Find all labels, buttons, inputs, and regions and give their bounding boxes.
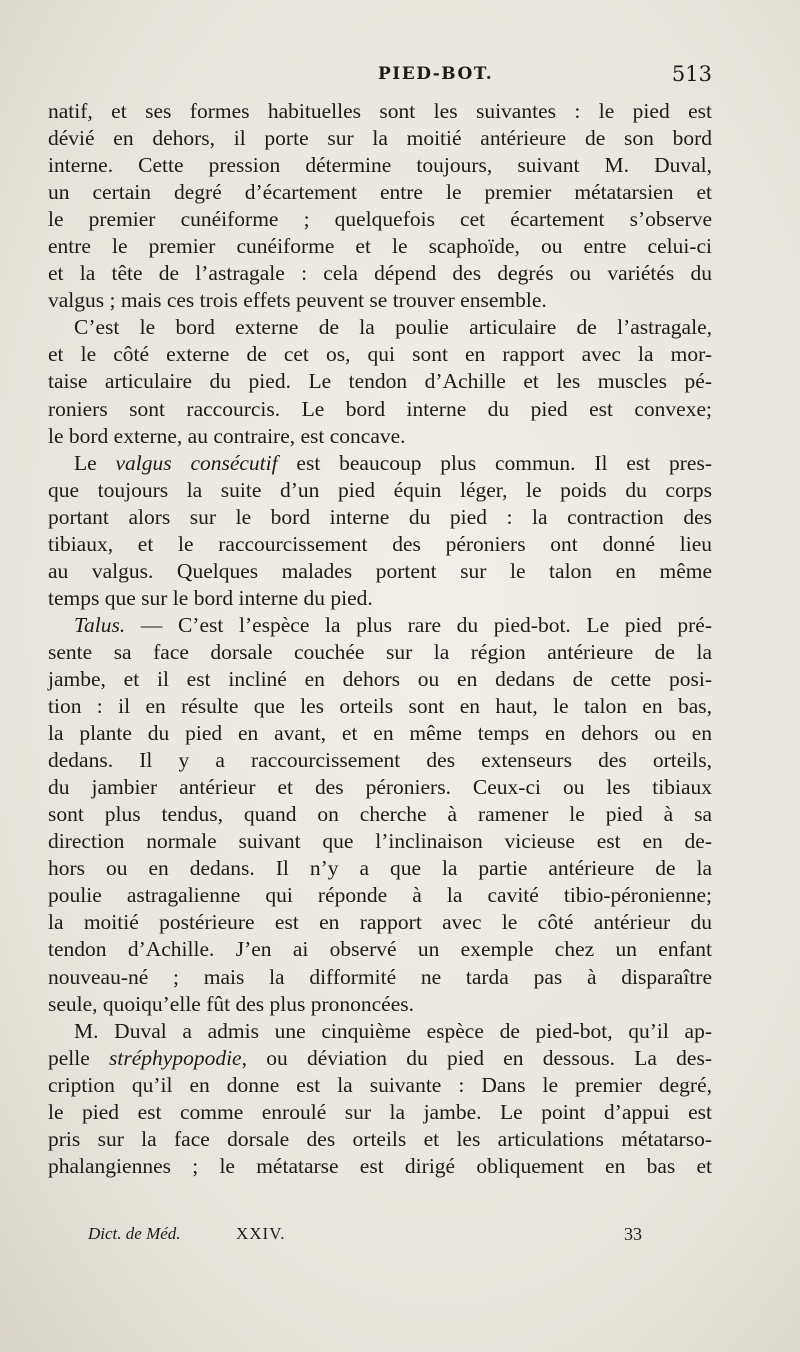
text-line: la plante du pied en avant, et en même temps en dehors ou en <box>48 721 712 746</box>
text-line: taise articulaire du pied. Le tendon d’Achille et les muscles pé- <box>48 369 712 394</box>
text-line: poulie astragalienne qui réponde à la cavité tibio-péronienne; <box>48 883 712 908</box>
paragraph <box>48 1018 712 1180</box>
signature-left: Dict. de Méd. <box>88 1224 181 1243</box>
text-line: natif, et ses formes habituelles sont les suivantes : le pied est <box>48 99 712 123</box>
text-line: valgus ; mais ces trois effets peuvent se trouver ensemble. <box>48 288 547 313</box>
paragraph <box>48 98 712 314</box>
text-line: C’est le bord externe de la poulie articulaire de l’astragale, <box>74 315 712 340</box>
text-line: tibiaux, et le raccourcissement des péroniers ont donné lieu <box>48 531 712 556</box>
running-title: PIED-BOT. <box>378 64 494 84</box>
text-line: entre le premier cunéiforme et le scaphoïde, ou entre celui-ci <box>48 234 712 259</box>
page-number: 513 <box>671 62 712 86</box>
text-line: seule, quoiqu’elle fût des plus prononcées. <box>48 991 415 1016</box>
text-line: la moitié postérieure est en rapport avec le côté antérieur du <box>48 910 712 935</box>
text-line: pris sur la face dorsale des orteils et les articulations métatarso- <box>48 1126 712 1151</box>
text-line: direction normale suivant que l’inclinaison vicieuse est en de- <box>48 829 712 854</box>
text-line: sont plus tendus, quand on cherche à ramener le pied à sa <box>48 802 712 827</box>
signature-number: 33 <box>624 1224 642 1244</box>
text-line: portant alors sur le bord interne du pied : la contraction des <box>48 504 712 529</box>
text-line: roniers sont raccourcis. Le bord interne du pied est convexe; <box>48 396 712 421</box>
text-line: tion : il en résulte que les orteils sont en haut, le talon en bas, <box>48 694 712 719</box>
text-line: phalangiennes ; le métatarse est dirigé obliquement en bas et <box>48 1153 712 1178</box>
page-footer <box>48 1224 712 1250</box>
volume-number: XXIV. <box>236 1224 286 1243</box>
text-line: du jambier antérieur et des péroniers. Ceux-ci ou les tibiaux <box>48 775 712 800</box>
text-line: Talus. — C’est l’espèce la plus rare du pied-bot. Le pied pré- <box>74 612 712 637</box>
text-line: dévié en dehors, il porte sur la moitié antérieure de son bord <box>48 126 712 151</box>
text-line: interne. Cette pression détermine toujours, suivant M. Duval, <box>48 153 712 178</box>
text-line: Le valgus consécutif est beaucoup plus commun. Il est pres- <box>74 450 712 475</box>
body-text <box>48 98 712 1180</box>
text-line: cription qu’il en donne est la suivante : Dans le premier degré, <box>48 1072 712 1097</box>
paragraph <box>48 612 712 1018</box>
page-header <box>48 64 712 94</box>
text-line: au valgus. Quelques malades portent sur le talon en même <box>48 558 712 583</box>
text-line: le bord externe, au contraire, est concave. <box>48 423 406 448</box>
paragraph <box>48 314 712 449</box>
text-line: que toujours la suite d’un pied équin léger, le poids du corps <box>48 477 712 502</box>
paragraph <box>48 450 712 612</box>
text-line: dedans. Il y a raccourcissement des extenseurs des orteils, <box>48 748 712 773</box>
text-line: et le côté externe de cet os, qui sont en rapport avec la mor- <box>48 342 712 367</box>
text-line: pelle stréphypopodie, ou déviation du pied en dessous. La des- <box>48 1045 712 1070</box>
text-line: le premier cunéiforme ; quelquefois cet écartement s’observe <box>48 207 712 232</box>
text-line: tendon d’Achille. J’en ai observé un exemple chez un enfant <box>48 937 712 962</box>
text-line: un certain degré d’écartement entre le premier métatarsien et <box>48 180 712 205</box>
text-line: le pied est comme enroulé sur la jambe. Le point d’appui est <box>48 1099 712 1124</box>
text-line: temps que sur le bord interne du pied. <box>48 585 373 610</box>
text-line: sente sa face dorsale couchée sur la région antérieure de la <box>48 639 712 664</box>
text-line: hors ou en dedans. Il n’y a que la partie antérieure de la <box>48 856 712 881</box>
text-line: M. Duval a admis une cinquième espèce de pied-bot, qu’il ap- <box>74 1018 712 1043</box>
text-line: et la tête de l’astragale : cela dépend des degrés ou variétés du <box>48 261 712 286</box>
text-line: jambe, et il est incliné en dehors ou en dedans de cette posi- <box>48 666 712 691</box>
text-line: nouveau-né ; mais la difformité ne tarda pas à disparaître <box>48 964 712 989</box>
